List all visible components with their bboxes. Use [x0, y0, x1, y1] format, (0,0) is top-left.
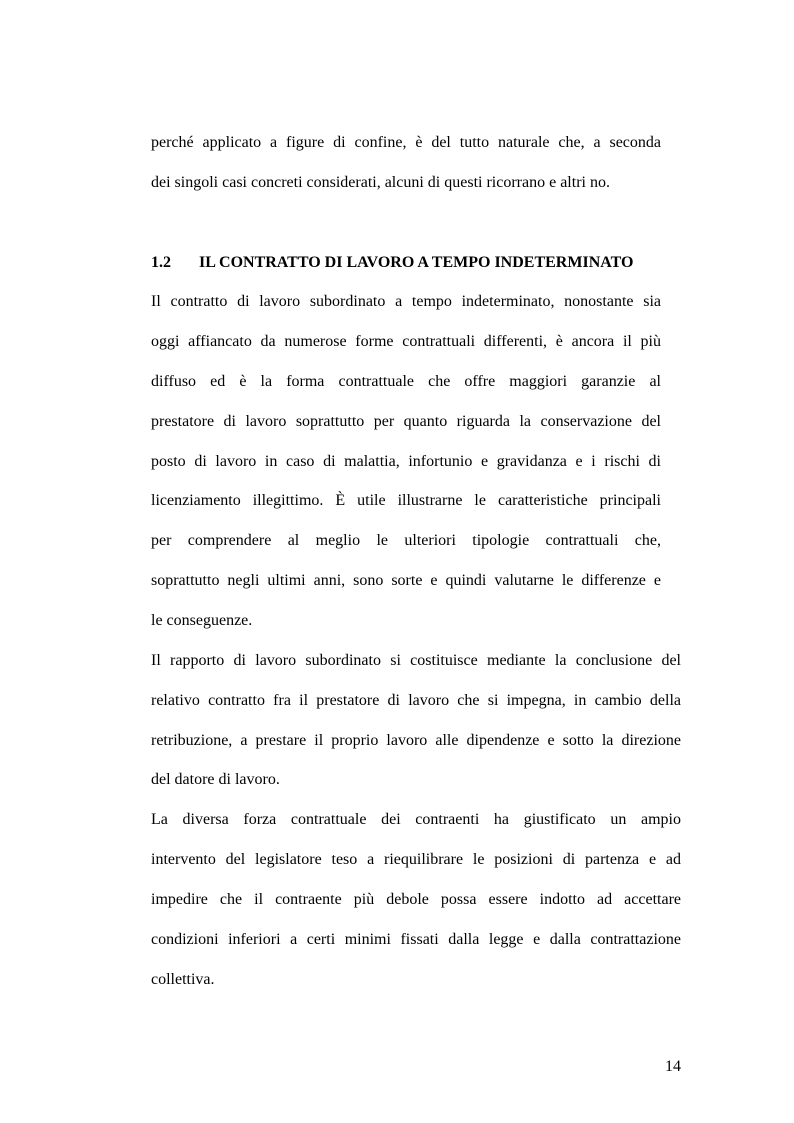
- text-line: condizioni inferiori a certi minimi fissati dalla legge e dalla contrattazione: [151, 931, 681, 948]
- text-line: collettiva.: [151, 971, 215, 988]
- text-line: Il contratto di lavoro subordinato a tempo indeterminato, nonostante sia: [151, 293, 661, 310]
- section-number: 1.2: [151, 254, 171, 271]
- text-line: intervento del legislatore teso a riequilibrare le posizioni di partenza e ad: [151, 851, 681, 868]
- text-line: prestatore di lavoro soprattutto per quanto riguarda la conservazione del: [151, 413, 661, 430]
- text-line: le conseguenze.: [151, 612, 253, 629]
- section-heading: [151, 253, 633, 273]
- text-line: oggi affiancato da numerose forme contrattuali differenti, è ancora il più: [151, 333, 661, 350]
- text-line: per comprendere al meglio le ulteriori tipologie contrattuali che,: [151, 532, 661, 549]
- section-title: IL CONTRATTO DI LAVORO A TEMPO INDETERMINATO: [199, 254, 634, 271]
- text-line: impedire che il contraente più debole possa essere indotto ad accettare: [151, 891, 681, 908]
- text-line: posto di lavoro in caso di malattia, infortunio e gravidanza e i rischi di: [151, 453, 661, 470]
- text-line: retribuzione, a prestare il proprio lavoro alle dipendenze e sotto la direzione: [151, 732, 681, 749]
- text-line: del datore di lavoro.: [151, 771, 280, 788]
- page-number: 14: [665, 1058, 681, 1075]
- text-line: diffuso ed è la forma contrattuale che offre maggiori garanzie al: [151, 373, 661, 390]
- text-line: soprattutto negli ultimi anni, sono sorte e quindi valutarne le differenze e: [151, 572, 661, 589]
- text-line: licenziamento illegittimo. È utile illustrarne le caratteristiche principali: [151, 492, 661, 509]
- text-line: perché applicato a figure di confine, è del tutto naturale che, a seconda: [151, 134, 661, 151]
- text-line: relativo contratto fra il prestatore di lavoro che si impegna, in cambio della: [151, 692, 681, 709]
- text-line: dei singoli casi concreti considerati, alcuni di questi ricorrano e altri no.: [151, 174, 610, 191]
- text-line: La diversa forza contrattuale dei contraenti ha giustificato un ampio: [151, 811, 681, 828]
- text-line: Il rapporto di lavoro subordinato si costituisce mediante la conclusione del: [151, 652, 681, 669]
